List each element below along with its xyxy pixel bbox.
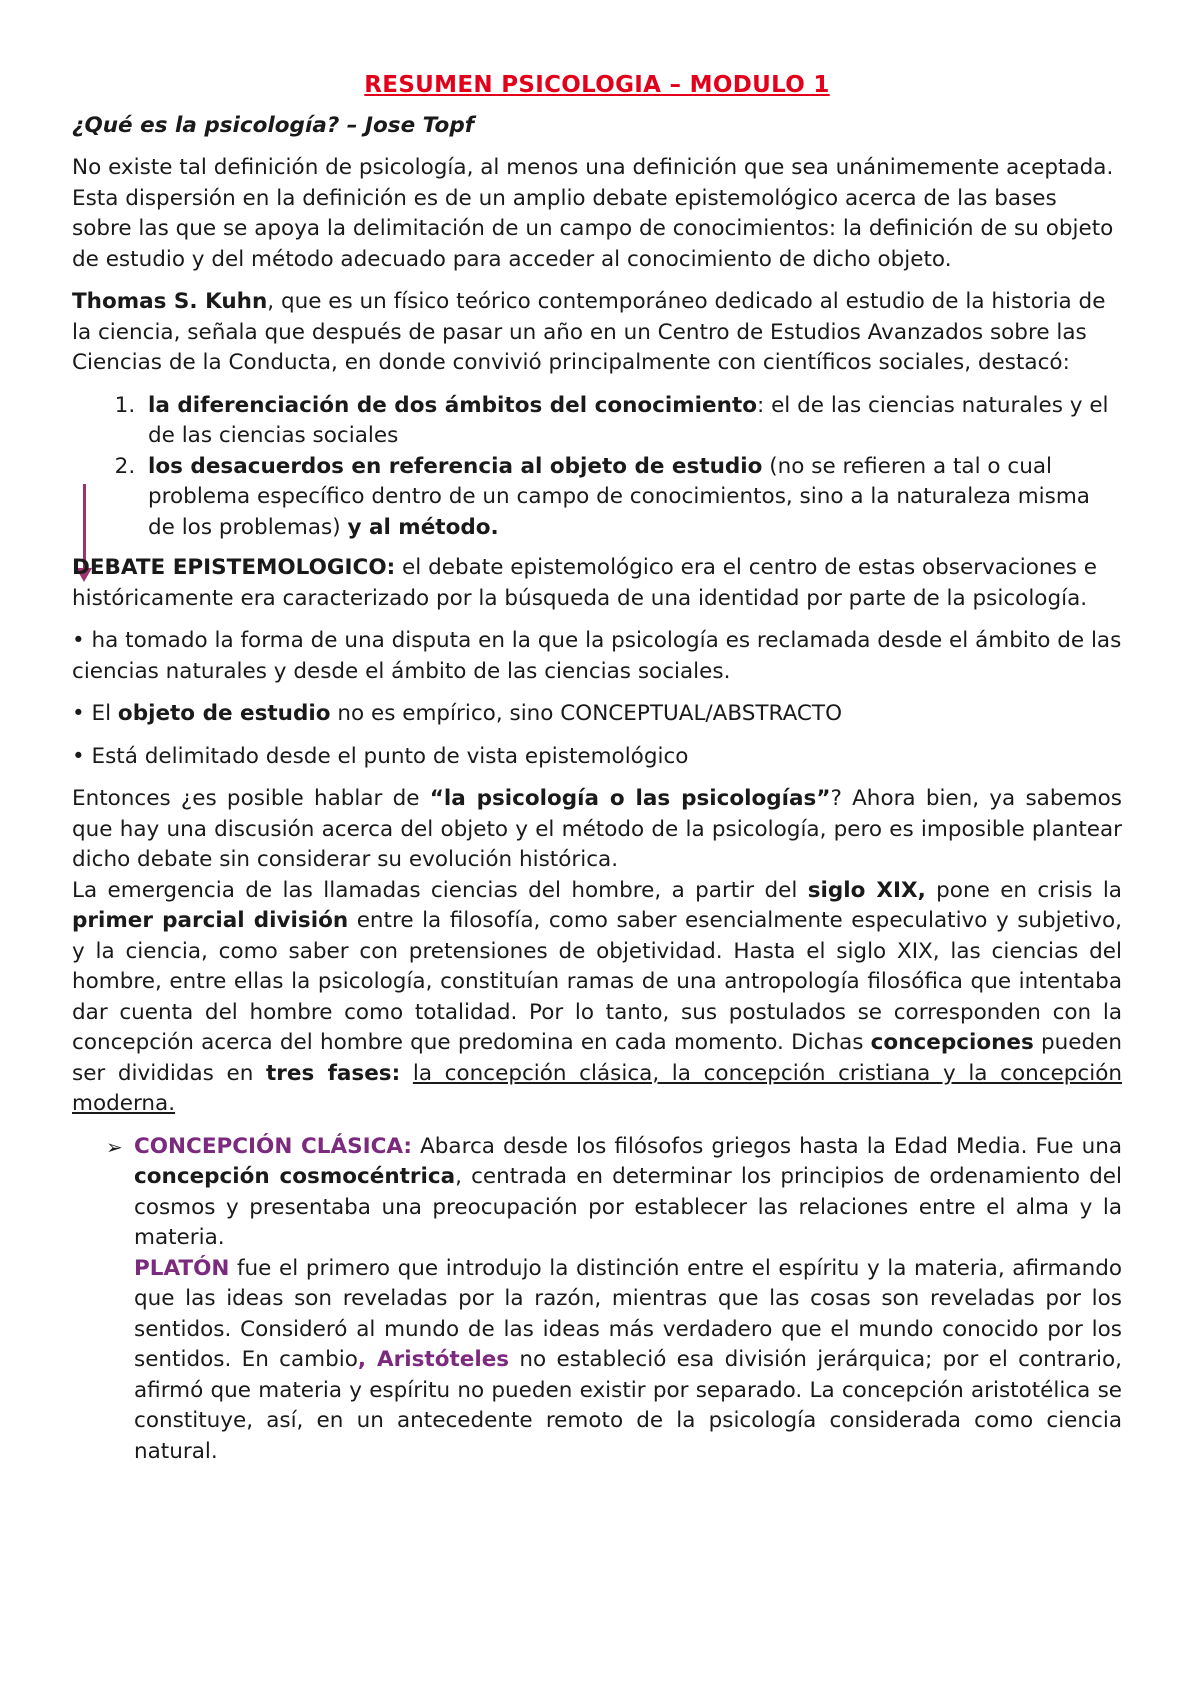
emergence-text: pueden ser divididas en [72,1030,1123,1086]
classic-text: no estableció esa división jerárquica; por el contrario, afirmó que materia y espíritu no pueden existir por separado. La concepción aristotélica se constituye, así, en un antecedente remoto de la psicología considerada como ciencia natural. [134,1347,1123,1464]
aristoteles-label: , Aristóteles [357,1347,510,1372]
intro-paragraph: No existe tal definición de psicología, al menos una definición que sea unánimemente aceptada. Esta dispersión en la definición es de un amplio debate epistemológico acerca de las bases sobre las que se apoya la delimitación de un campo de conocimientos: la definición de su objeto de estudio y del método adecuado para acceder al conocimiento de dicho objeto. [72,155,1114,272]
bullet-text: • El [72,701,118,726]
classic-text: , centrada en determinar los principios de ordenamiento del cosmos y presentaba una preocupación por establecer las relaciones entre el alma y la materia. [134,1164,1122,1250]
emergence-paragraph [72,876,1122,1120]
classic-label: CONCEPCIÓN CLÁSICA: [134,1133,413,1159]
emergence-text: entre la filosofía, como saber esencialmente especulativo y subjetivo, y la ciencia, como saber con pretensiones de objetividad. Hasta el siglo XIX, las ciencias del hombre, entre ellas la psicología, constituían ramas de una antropología filosófica que intentaba dar cuenta del hombre como totalidad. Por lo tanto, sus postulados se corresponden con la concepción acerca del hombre que predomina en cada momento. Dichas [72,908,1122,1055]
bullet-bold: objeto de estudio [117,701,331,726]
list-item-text: : el de las ciencias naturales y el de las ciencias sociales [148,392,1109,448]
kuhn-name: Thomas S. Kuhn [72,289,268,314]
section-subtitle: ¿Qué es la psicología? – Jose Topf [72,112,475,138]
then-paragraph [72,784,1122,876]
list-item [142,391,1122,452]
classic-text: fue el primero que introdujo la distinción entre el espíritu y la materia, afirmando que las ideas son reveladas por la razón, mientras que las cosas son reveladas por los sentidos. Consideró al mundo de las ideas más verdadero que el mundo conocido por los sentidos. En cambio [134,1255,1122,1372]
document-page [72,70,1122,1467]
plato-label: PLATÓN [134,1255,230,1281]
list-item-bold: los desacuerdos en referencia al objeto de estudio [148,453,763,479]
then-text: ? Ahora bien, ya sabemos que hay una discusión acerca del objeto y el método de la psicología, pero es imposible plantear dicho debate sin considerar su evolución histórica. [72,786,1122,872]
emergence-bold: primer parcial división [72,908,349,933]
kuhn-text: , que es un físico teórico contemporáneo dedicado al estudio de la historia de la ciencia, señala que después de pasar un año en un Centro de Estudios Avanzados sobre las Ciencias de la Conducta, en donde convivió principalmente con científicos sociales, destacó: [72,289,1106,375]
bullet-text: no es empírico, sino CONCEPTUAL/ABSTRACTO [330,701,842,726]
debate-paragraph [72,553,1122,614]
phases-underlined: la concepción clásica, la concepción cristiana y la concepción moderna. [72,1060,1122,1116]
debate-text: el debate epistemológico era el centro de estas observaciones e históricamente era caracterizado por la búsqueda de una identidad por parte de la psicología. [72,555,1098,611]
observations-list [72,391,1122,544]
bullet-item [72,699,1122,730]
classic-conception-item [106,1132,1123,1468]
bullet-item: • Está delimitado desde el punto de vista epistemológico [72,743,689,769]
emergence-bold: tres fases: [266,1060,401,1086]
arrow-bullet-icon: ➢ [106,1134,123,1159]
then-bold: “la psicología o las psicologías” [429,786,831,811]
page-title: RESUMEN PSICOLOGIA – MODULO 1 [364,72,830,98]
bullet-item: • ha tomado la forma de una disputa en la que la psicología es reclamada desde el ámbito de las ciencias naturales y desde el ámbito de las ciencias sociales. [72,628,1122,684]
emergence-text: pone en crisis la [925,877,1122,903]
then-text: Entonces ¿es posible hablar de [72,786,430,811]
list-item-bold-end: y al método. [347,514,499,540]
emergence-bold: concepciones [870,1030,1034,1055]
emergence-text: La emergencia de las llamadas ciencias del hombre, a partir del [72,877,808,903]
list-item-text: (no se refieren a tal o cual problema específico dentro de un campo de conocimientos, sino a la naturaleza misma de los problemas) [148,453,1090,540]
list-item-bold: la diferenciación de dos ámbitos del conocimiento [148,392,757,418]
emergence-bold: siglo XIX, [807,877,926,903]
emergence-text [400,1061,413,1086]
list-item [142,452,1122,544]
kuhn-paragraph [72,287,1122,379]
classic-bold: concepción cosmocéntrica [134,1164,456,1189]
classic-text: Abarca desde los filósofos griegos hasta la Edad Media. Fue una [412,1133,1122,1159]
debate-label: DEBATE EPISTEMOLOGICO: [72,555,396,580]
